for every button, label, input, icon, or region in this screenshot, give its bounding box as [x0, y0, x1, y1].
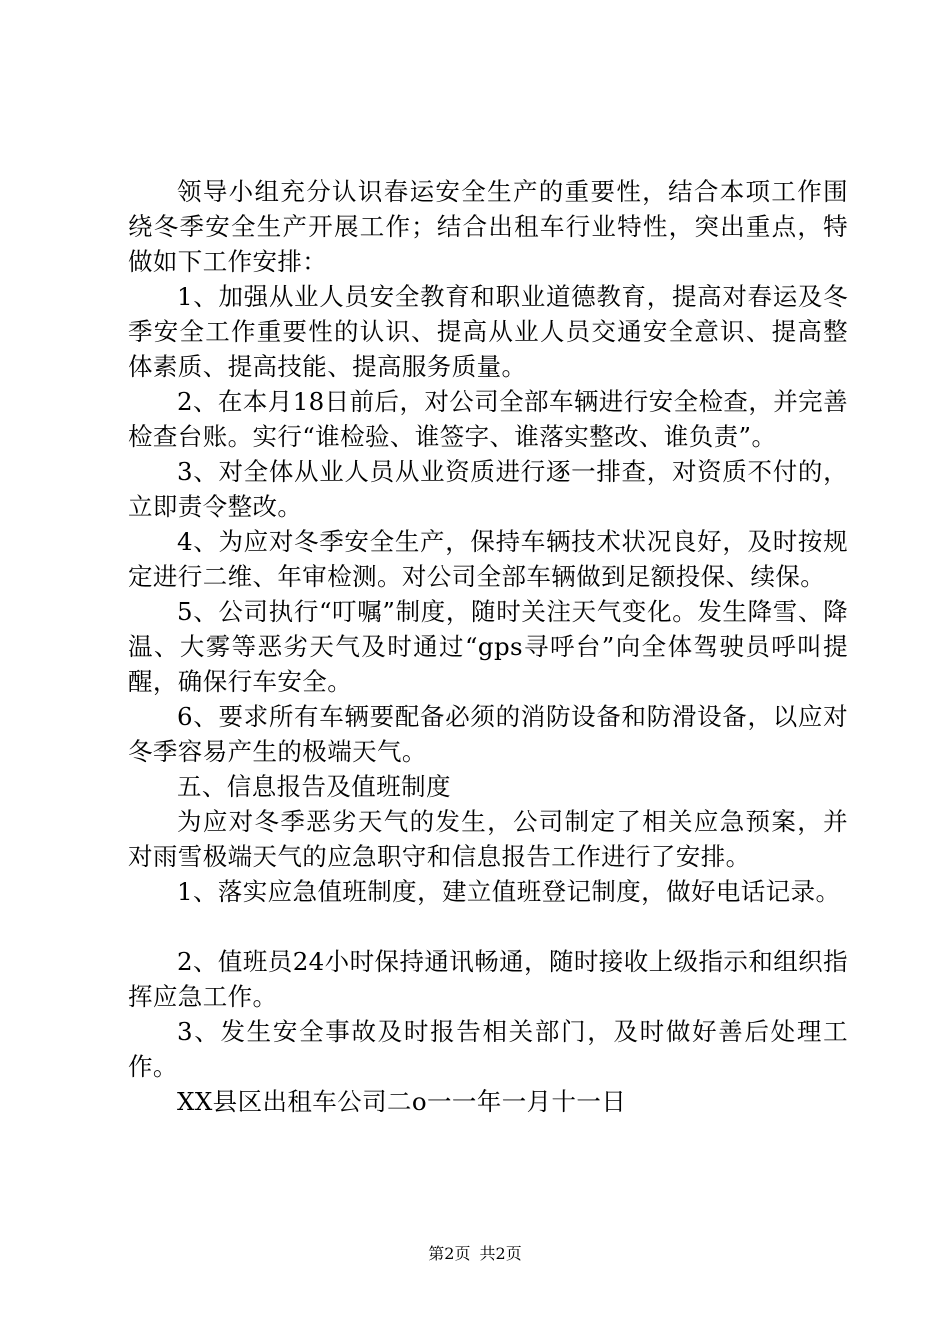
- paragraph-duty-2: 2、值班员24小时保持通讯畅通，随时接收上级指示和组织指挥应急工作。: [128, 947, 848, 1011]
- paragraph-item-3: 3、对全体从业人员从业资质进行逐一排查，对资质不付的，立即责令整改。: [128, 457, 848, 521]
- paragraph-item-5: 5、公司执行“叮嘱”制度，随时关注天气变化。发生降雪、降温、大雾等恶劣天气及时通过“gps寻呼台”向全体驾驶员呼叫提醒，确保行车安全。: [128, 597, 848, 696]
- section-heading: 五、信息报告及值班制度: [177, 772, 451, 801]
- signature-line: XX县区出租车公司二o一一年一月十一日: [177, 1087, 627, 1116]
- document-body: [128, 174, 848, 1119]
- paragraph-section-intro: 为应对冬季恶劣天气的发生，公司制定了相关应急预案，并对雨雪极端天气的应急职守和信息报告工作进行了安排。: [128, 807, 848, 871]
- paragraph-item-1: 1、加强从业人员安全教育和职业道德教育，提高对春运及冬季安全工作重要性的认识、提高从业人员交通安全意识、提高整体素质、提高技能、提高服务质量。: [128, 282, 848, 381]
- blank-line: [128, 909, 848, 944]
- paragraph-duty-1: 1、落实应急值班制度，建立值班登记制度，做好电话记录。: [177, 877, 841, 906]
- page-total: 共2页: [479, 1244, 522, 1263]
- page-number: 第2页: [428, 1244, 471, 1263]
- paragraph-item-4: 4、为应对冬季安全生产，保持车辆技术状况良好，及时按规定进行二维、年审检测。对公司全部车辆做到足额投保、续保。: [128, 527, 848, 591]
- page-footer: [0, 1244, 950, 1264]
- paragraph-item-6: 6、要求所有车辆要配备必须的消防设备和防滑设备，以应对冬季容易产生的极端天气。: [128, 702, 848, 766]
- paragraph-intro: 领导小组充分认识春运安全生产的重要性，结合本项工作围绕冬季安全生产开展工作；结合出租车行业特性，突出重点，特做如下工作安排：: [128, 177, 848, 276]
- paragraph-duty-3: 3、发生安全事故及时报告相关部门，及时做好善后处理工作。: [128, 1017, 848, 1081]
- paragraph-item-2: 2、在本月18日前后，对公司全部车辆进行安全检查，并完善检查台账。实行“谁检验、谁签字、谁落实整改、谁负责”。: [128, 387, 848, 451]
